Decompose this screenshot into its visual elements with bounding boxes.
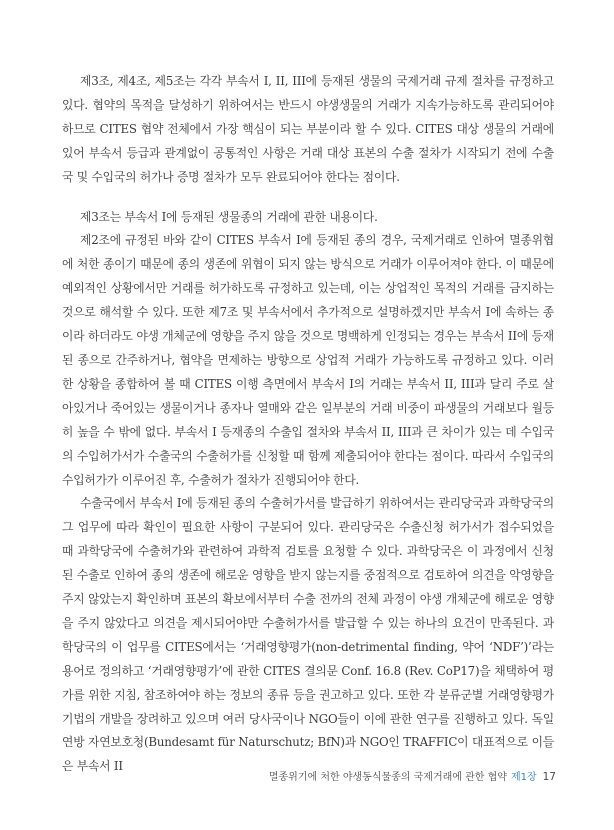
paragraph-appendix-1-trade: 제2조에 규정된 바와 같이 CITES 부속서 I에 등재된 종의 경우, 국제거래로 인하여 멸종위협에 처한 종이기 때문에 종의 생존에 위협이 되지 않는 방식으로 거래가 이루어져야 한다. 이 때문에 예외적인 상황에서만 거래를 허가하도록 규정하고 있는데, 이는 상업적인 목적의 거래를 금지하는 것으로 해석할 수 있다. 또한 제7조 및 부속서에서 추가적으로 설명하겠지만 부속서 I에 속하는 종이라 하더라도 야생 개체군에 영향을 주지 않을 것으로 명백하게 인정되는 경우는 부속서 II에 등재된 종으로 간주하거나, 협약을 면제하는 방향으로 상업적 거래가 가능하도록 규정하고 있다. 이러한 상황을 종합하여 볼 때 CITES 이행 측면에서 부속서 I의 거래는 부속서 II, III과 달리 주로 살아있거나 죽어있는 생물이거나 종자나 열매와 같은 일부분의 거래 비중이 파생물의 거래보다 월등히 높을 수 밖에 없다. 부속서 I 등재종의 수출입 절차와 부속서 II, III과 큰 차이가 있는 데 수입국의 수입허가서가 수출국의 수출허가를 신청할 때 함께 제출되어야 한다는 점이다. 따라서 수입국의 수입허가가 이루어진 후, 수출허가 절차가 진행되어야 한다. [62,233,554,487]
footer-chapter: 제1장 [510,772,537,783]
body-text [62,70,554,779]
paragraph-article-3-intro: 제3조는 부속서 I에 등재된 생물종의 거래에 관한 내용이다. [80,209,378,224]
paragraph-export-permit: 수출국에서 부속서 I에 등재된 종의 수출허가서를 발급하기 위하여서는 관리당국과 과학당국의 그 업무에 따라 확인이 필요한 사항이 구분되어 있다. 관리당국은 수출신청 허가서가 접수되었을 때 과학당국에 수출허가와 관련하여 과학적 검토를 요청할 수 있다. 과학당국은 이 과정에서 신청된 수출로 인하여 종의 생존에 해로운 영향을 받지 않는지를 중점적으로 검토하여 의견을 악영향을 주지 않았는지 확인하며 표본의 확보에서부터 수출 전까의 전체 과정이 야생 개체군에 해로운 영향을 주지 않았다고 의견을 제시되어야만 수출허가서를 발급할 수 있는 하나의 요건이 만족된다. 과학당국의 이 업무를 CITES에서는 ‘거래영향평가(non-detrimental finding, 약어 ‘NDF’)’라는 용어로 정의하고 ‘거래영향평가’에 관한 CITES 결의문 Conf. 16.8 (Rev. CoP17)을 채택하여 평가를 위한 지침, 참조하여야 하는 정보의 종류 등을 권고하고 있다. 또한 각 분류군별 거래영향평가 기법의 개발을 장려하고 있으며 여러 당사국이나 NGO들이 이에 관한 연구를 진행하고 있다. 독일연방 자연보호청(Bundesamt für Naturschutz; BfN)과 NGO인 TRAFFIC이 대표적으로 이들은 부속서 II [62,496,554,774]
footer-title: 멸종위기에 처한 야생동식물종의 국제거래에 관한 협약 [268,772,507,783]
paragraph-articles-3-4-5: 제3조, 제4조, 제5조는 각각 부속서 I, II, III에 등재된 생물의 국제거래 규제 절차를 규정하고 있다. 협약의 목적을 달성하기 위하여서는 반드시 야생생물의 거래가 지속가능하도록 관리되어야 하므로 CITES 협약 전체에서 가장 핵심이 되는 부분이라 할 수 있다. CITES 대상 생물의 거래에 있어 부속서 등급과 관계없이 공통적인 사항은 거래 대상 표본의 수출 절차가 시작되기 전에 수출국 및 수입국의 허가나 증명 절차가 모두 완료되어야 한다는 점이다. [62,74,554,184]
page-footer [269,768,556,783]
page-number: 17 [542,771,556,783]
